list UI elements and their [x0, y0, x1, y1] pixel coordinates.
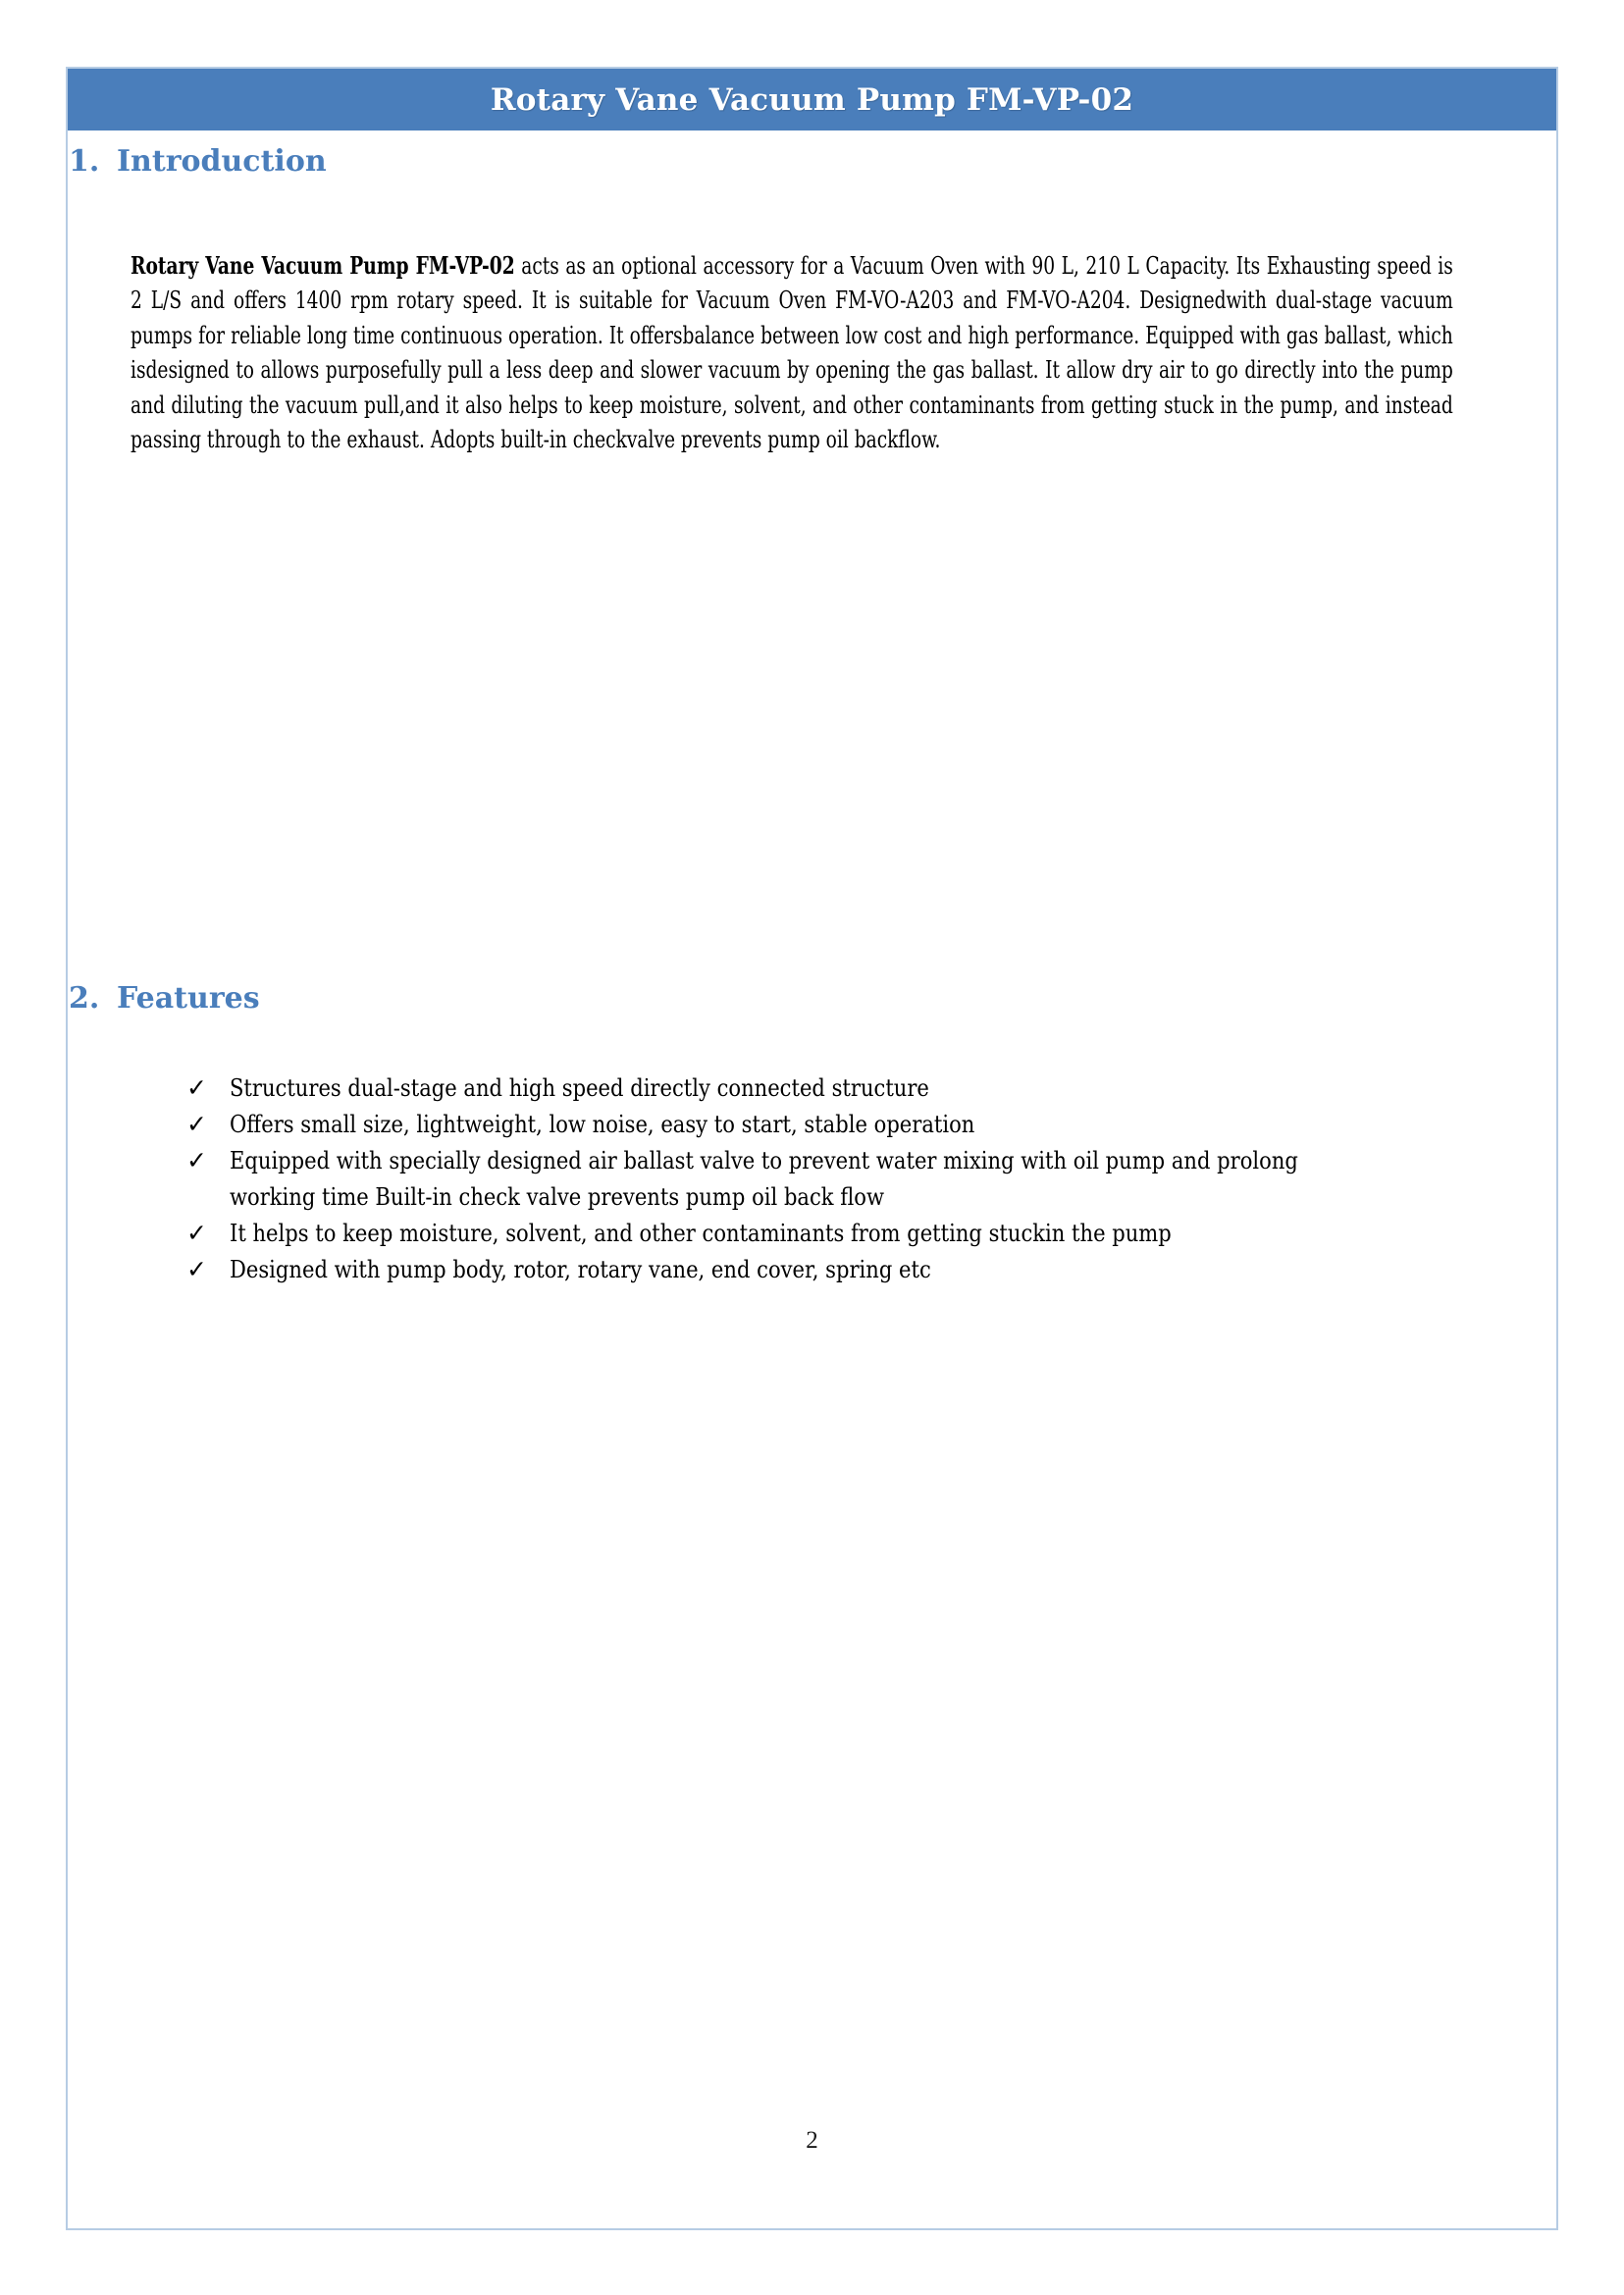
- feature-list-item: [186, 1106, 1501, 1142]
- feature-list-item-label: Structures dual-stage and high speed directly connected structure: [230, 1073, 929, 1102]
- section-label-features: Features: [117, 981, 260, 1016]
- feature-list-item-label: Designed with pump body, rotor, rotary vane, end cover, spring etc: [230, 1255, 931, 1283]
- feature-list-item: [186, 1069, 1501, 1106]
- checkmark-icon: ✓: [186, 1146, 207, 1174]
- section-number-introduction: 1.: [69, 144, 100, 179]
- document-title-banner: [68, 69, 1556, 130]
- section-heading-introduction: [69, 144, 952, 179]
- feature-list-item-label: Equipped with specially designed air ballast valve to prevent water mixing with oil pump and prolong working time Built-in check valve prevents pump oil back flow: [230, 1146, 1298, 1211]
- feature-list-item-label: Offers small size, lightweight, low noise, easy to start, stable operation: [230, 1110, 975, 1138]
- feature-list-item: [186, 1142, 1501, 1215]
- section-number-features: 2.: [69, 981, 100, 1016]
- introduction-paragraph: [131, 248, 1453, 457]
- checkmark-icon: ✓: [186, 1255, 207, 1283]
- checkmark-icon: ✓: [186, 1219, 207, 1247]
- features-list: [186, 1069, 1501, 1287]
- page-number: 2: [806, 2127, 818, 2154]
- feature-list-item-label: It helps to keep moisture, solvent, and other contaminants from getting stuckin the pump: [230, 1219, 1172, 1247]
- checkmark-icon: ✓: [186, 1073, 207, 1102]
- feature-list-item: [186, 1251, 1501, 1287]
- feature-list-item: [186, 1215, 1501, 1251]
- introduction-lead-phrase: Rotary Vane Vacuum Pump FM-VP-02: [131, 250, 515, 280]
- document-title: Rotary Vane Vacuum Pump FM-VP-02: [490, 81, 1134, 118]
- section-label-introduction: Introduction: [117, 144, 327, 179]
- introduction-body-text: acts as an optional accessory for a Vacuum Oven with 90 L, 210 L Capacity. Its Exhausting speed is 2 L/S and offers 1400 rpm rotary speed. It is suitable for Vacuum Oven FM-VO-A203 and FM-VO-A204. Designedwith dual-stage vacuum pumps for reliable long time continuous operation. It offersbalance between low cost and high performance. Equipped with gas ballast, which isdesigned to allows purposefully pull a less deep and slower vacuum by opening the gas ballast. It allow dry air to go directly into the pump and diluting the vacuum pull,and it also helps to keep moisture, solvent, and other contaminants from getting stuck in the pump, and instead passing through to the exhaust. Adopts built-in checkvalve prevents pump oil backflow.: [131, 250, 1453, 453]
- section-heading-features: [69, 981, 952, 1016]
- checkmark-icon: ✓: [186, 1110, 207, 1138]
